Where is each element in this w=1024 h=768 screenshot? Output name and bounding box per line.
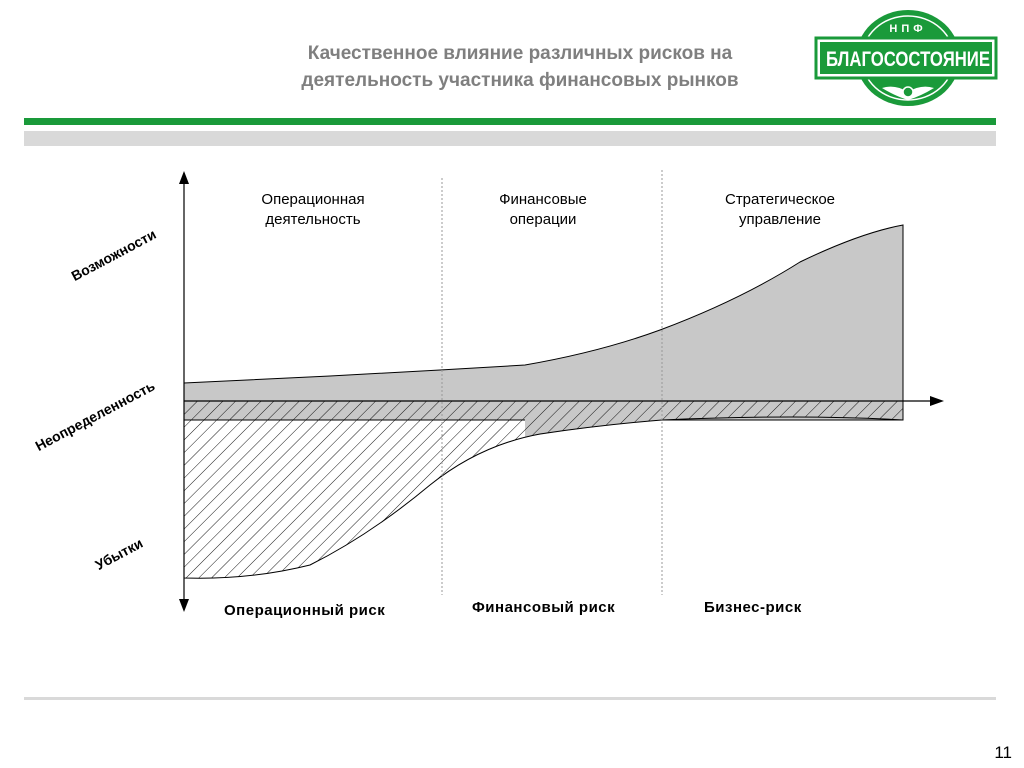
losses-area [184,401,903,578]
opportunities-area [184,225,903,420]
section-financial [453,190,633,230]
logo-top-text: НПФ [889,23,927,35]
section-operational-line1: Операционная [261,191,365,208]
y-label-losses: Убытки [92,534,146,573]
y-label-opportunities: Возможности [68,225,159,284]
risk-operational: Операционный риск [224,602,386,619]
slide-title-line2: деятельность участника финансовых рынков [301,70,739,91]
y-axis-arrow-up [179,171,189,184]
section-operational [223,190,403,230]
section-financial-line1: Финансовые [499,191,587,208]
risk-financial: Финансовый риск [472,599,616,616]
slide-title-line1: Качественное влияние различных рисков на [307,43,733,64]
section-strategic-line1: Стратегическое [724,191,836,208]
page-number: 11 [994,743,1012,762]
y-label-uncertainty: Неопределенность [32,377,158,454]
section-strategic-line2: управление [738,211,822,228]
section-operational-line2: деятельность [265,211,361,228]
x-axis-arrow [930,396,944,406]
section-financial-line2: операции [509,211,577,228]
y-axis-arrow-down [179,599,189,612]
section-strategic [690,190,870,230]
risk-business: Бизнес-риск [704,599,802,616]
logo-name: БЛАГОСОСТОЯНИЕ [826,48,990,71]
footer-separator [24,697,996,700]
